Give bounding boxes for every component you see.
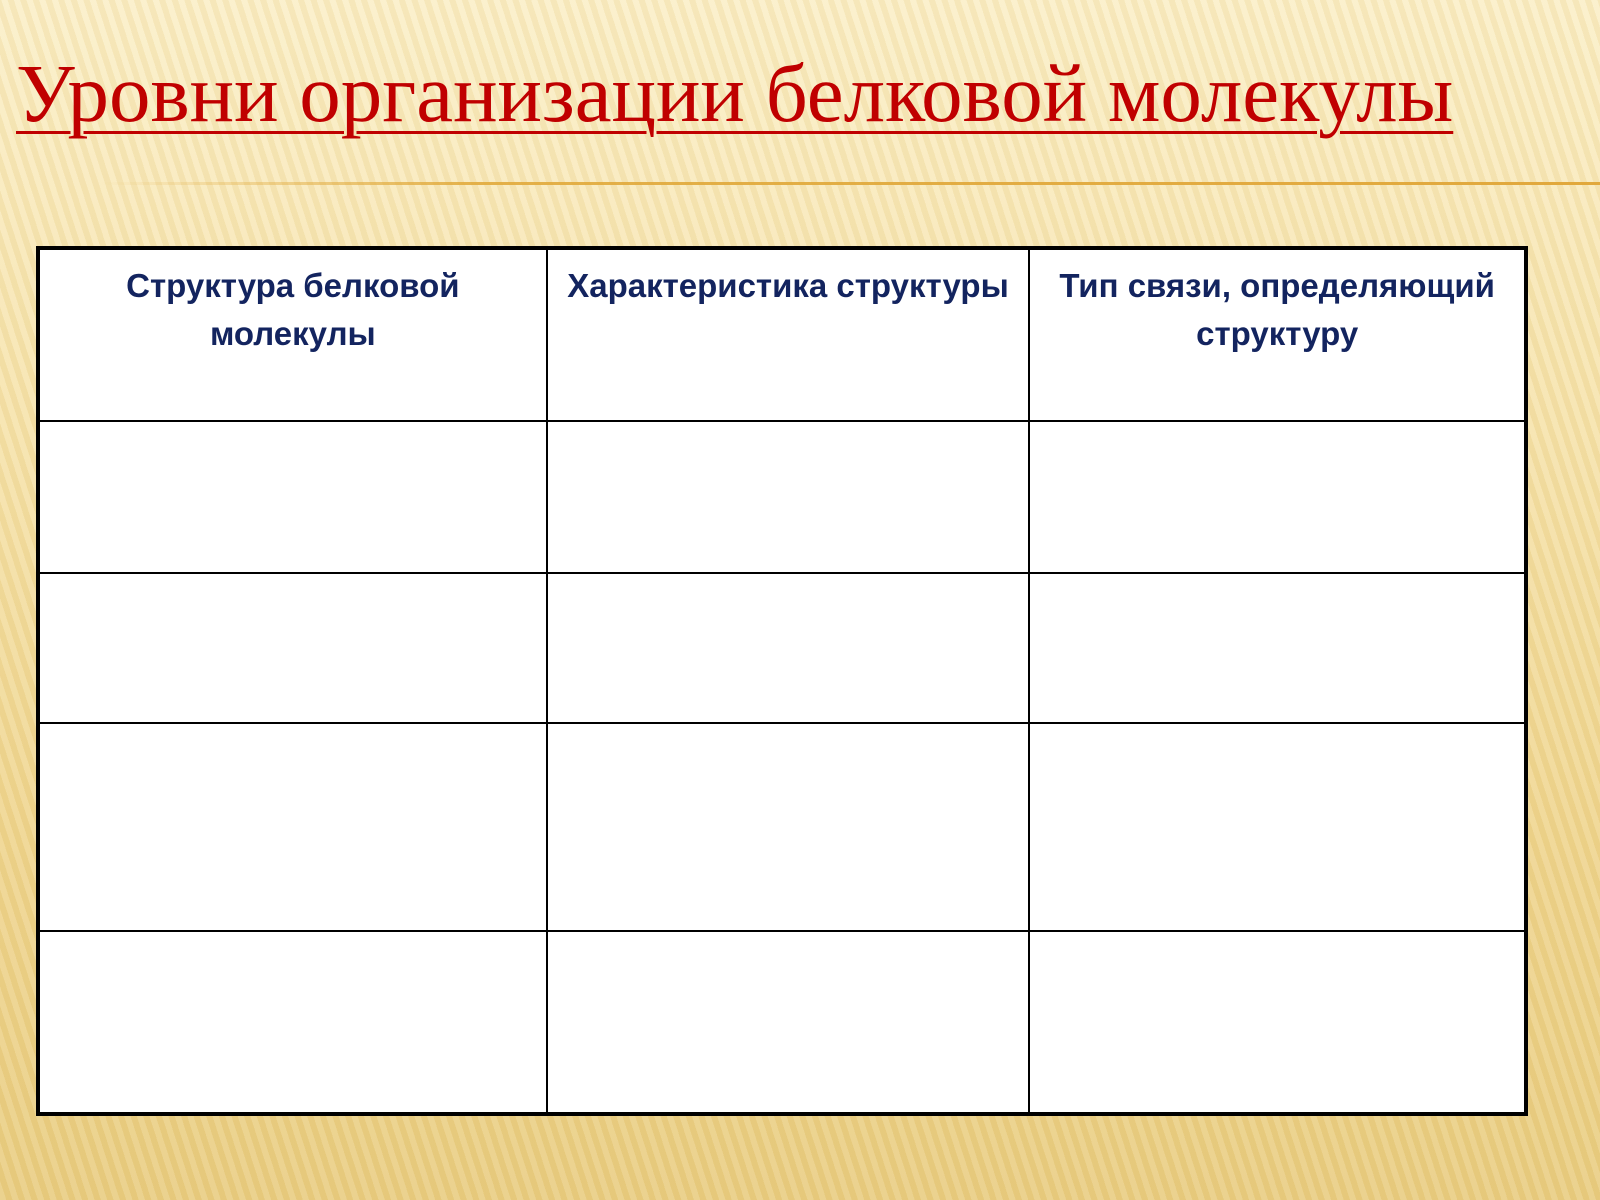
table-cell[interactable] bbox=[547, 931, 1030, 1114]
header-bond-type: Тип связи, определяющий структуру bbox=[1029, 248, 1526, 421]
table-header-row bbox=[38, 248, 1526, 421]
table-cell[interactable] bbox=[38, 421, 547, 573]
table-cell[interactable] bbox=[547, 573, 1030, 723]
table-cell[interactable] bbox=[38, 723, 547, 931]
table-cell[interactable] bbox=[547, 723, 1030, 931]
table-cell[interactable] bbox=[1029, 573, 1526, 723]
table-row bbox=[38, 573, 1526, 723]
table-cell[interactable] bbox=[1029, 931, 1526, 1114]
protein-structure-table bbox=[36, 246, 1528, 1116]
table-row bbox=[38, 421, 1526, 573]
table-cell[interactable] bbox=[38, 573, 547, 723]
table-cell[interactable] bbox=[38, 931, 547, 1114]
title-divider bbox=[100, 182, 1600, 185]
table-row bbox=[38, 931, 1526, 1114]
table-cell[interactable] bbox=[1029, 723, 1526, 931]
table-row bbox=[38, 723, 1526, 931]
header-structure: Структура белковой молекулы bbox=[38, 248, 547, 421]
slide-title: Уровни организации белковой молекулы bbox=[16, 47, 1454, 139]
table-cell[interactable] bbox=[1029, 421, 1526, 573]
table-cell[interactable] bbox=[547, 421, 1030, 573]
header-characteristic: Характеристика структуры bbox=[547, 248, 1030, 421]
